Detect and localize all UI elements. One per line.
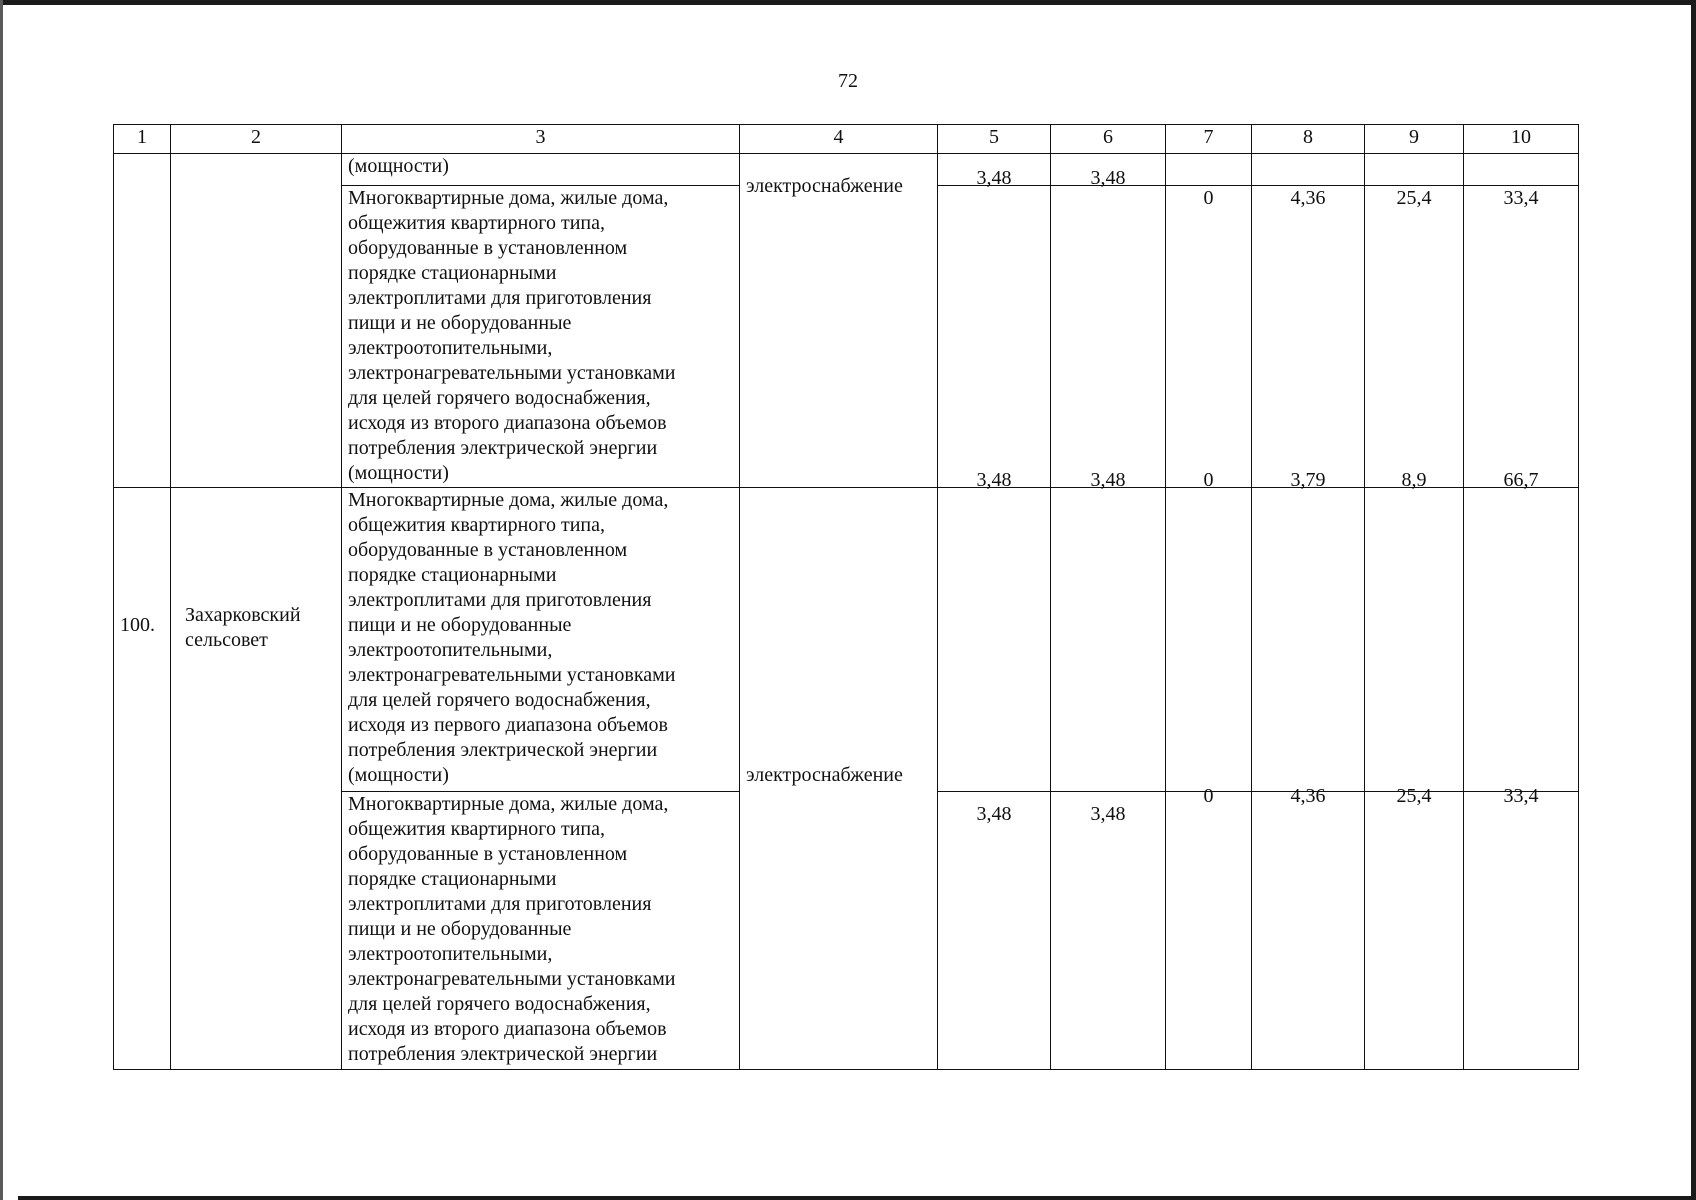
continuation-name-cell	[171, 154, 342, 488]
description-line: электроплитами для приготовления	[348, 589, 652, 611]
entry-service: электроснабжение	[746, 764, 903, 786]
description-line: электроплитами для приготовления	[348, 893, 652, 915]
header-row	[114, 125, 1579, 154]
description-line: электроотопительными,	[348, 337, 553, 359]
value-c10: 33,4	[1464, 186, 1579, 488]
description-line: электроотопительными,	[348, 639, 553, 661]
entry-number-cell	[114, 488, 171, 1070]
tariff-table	[113, 124, 1579, 1070]
entry-name-cell	[171, 488, 342, 1070]
value-text: 33,4	[1503, 785, 1539, 807]
description-line: Многоквартирные дома, жилые дома,	[348, 489, 669, 511]
description-line: электронагревательными установками	[348, 968, 676, 990]
value-text: 4,36	[1290, 785, 1326, 807]
description-line: (мощности)	[348, 764, 449, 786]
value-text: 3,48	[1090, 469, 1126, 491]
value-text: 3,48	[976, 167, 1012, 189]
entry-description-second	[342, 792, 740, 1070]
value-c9	[1365, 469, 1464, 792]
empty-cell	[1464, 154, 1579, 186]
description-line: порядке стационарными	[348, 868, 557, 890]
description-line: исходя из первого диапазона объемов	[348, 714, 668, 736]
scan-border-right	[1691, 0, 1696, 1200]
description-line: исходя из второго диапазона объемов	[348, 412, 667, 434]
entry-number: 100.	[120, 614, 155, 636]
continuation-service-cell	[740, 154, 938, 488]
value-c6	[1051, 167, 1166, 488]
description-line: оборудованные в установленном	[348, 843, 628, 865]
value-text: 3,48	[976, 803, 1012, 825]
header-cell: 1	[114, 125, 171, 154]
description-line: исходя из второго диапазона объемов	[348, 1018, 667, 1040]
entry-name: Захарковский сельсовет	[185, 604, 301, 651]
description-line: пищи и не оборудованные	[348, 312, 572, 334]
description-line: оборудованные в установленном	[348, 237, 628, 259]
value-c5	[938, 469, 1051, 792]
description-line: электронагревательными установками	[348, 362, 676, 384]
value-c6	[1051, 792, 1166, 1070]
description-line: оборудованные в установленном	[348, 539, 628, 561]
continuation-description	[342, 186, 740, 488]
description-line: Многоквартирные дома, жилые дома,	[348, 793, 669, 815]
description-line: потребления электрической энергии	[348, 437, 658, 459]
description-line: для целей горячего водоснабжения,	[348, 993, 651, 1015]
entry-service-cell	[740, 488, 938, 1070]
description-line: для целей горячего водоснабжения,	[348, 689, 651, 711]
description-line: (мощности)	[348, 462, 449, 484]
empty-cell	[1252, 154, 1365, 186]
header-cell: 9	[1365, 125, 1464, 154]
value-c5	[938, 167, 1051, 488]
value-c6	[1051, 469, 1166, 792]
header-cell: 10	[1464, 125, 1579, 154]
description-line: порядке стационарными	[348, 262, 557, 284]
scan-border-bottom	[18, 1196, 1696, 1200]
header-cell: 5	[938, 125, 1051, 154]
scan-border-top	[0, 0, 1696, 5]
continuation-service: электроснабжение	[746, 175, 903, 197]
description-line: для целей горячего водоснабжения,	[348, 387, 651, 409]
value-c10	[1464, 469, 1579, 792]
value-c5	[938, 792, 1051, 1070]
description-line: электроотопительными,	[348, 943, 553, 965]
header-cell: 8	[1252, 125, 1365, 154]
description-line: пищи и не оборудованные	[348, 614, 572, 636]
value-text: 3,48	[1090, 167, 1126, 189]
value-text: 3,79	[1290, 469, 1326, 491]
continuation-number-cell	[114, 154, 171, 488]
value-c7	[1166, 469, 1252, 792]
value-c7: 0	[1166, 186, 1252, 488]
empty-cell	[1166, 154, 1252, 186]
value-c9	[1365, 785, 1464, 1070]
entry-row-first-range	[114, 488, 1579, 792]
description-line: пищи и не оборудованные	[348, 918, 572, 940]
empty-cell	[1365, 154, 1464, 186]
header-cell: 7	[1166, 125, 1252, 154]
description-line: общежития квартирного типа,	[348, 514, 606, 536]
value-text: 0	[1203, 469, 1214, 491]
value-text: 0	[1203, 785, 1214, 807]
page-number: 72	[838, 70, 858, 92]
description-line: Многоквартирные дома, жилые дома,	[348, 187, 669, 209]
description-line: общежития квартирного типа,	[348, 212, 606, 234]
description-line: порядке стационарными	[348, 564, 557, 586]
scan-border-left	[0, 0, 3, 1200]
value-text: 66,7	[1503, 469, 1539, 491]
header-cell: 2	[171, 125, 342, 154]
description-line: потребления электрической энергии	[348, 1043, 658, 1065]
value-c8: 4,36	[1252, 186, 1365, 488]
entry-description-first	[342, 488, 740, 792]
value-text: 3,48	[1090, 803, 1126, 825]
description-line: потребления электрической энергии	[348, 739, 658, 761]
header-cell: 4	[740, 125, 938, 154]
value-c8	[1252, 785, 1365, 1070]
continuation-text-tail: (мощности)	[342, 154, 740, 186]
value-c9: 25,4	[1365, 186, 1464, 488]
description-line: электроплитами для приготовления	[348, 287, 652, 309]
value-text: 3,48	[976, 469, 1012, 491]
description-line: электронагревательными установками	[348, 664, 676, 686]
value-c8	[1252, 469, 1365, 792]
value-text: 25,4	[1396, 785, 1432, 807]
value-c7	[1166, 785, 1252, 1070]
continuation-tail-row	[114, 154, 1579, 186]
header-cell: 6	[1051, 125, 1166, 154]
value-text: 8,9	[1401, 469, 1427, 491]
value-c10	[1464, 785, 1579, 1070]
header-cell: 3	[342, 125, 740, 154]
description-line: общежития квартирного типа,	[348, 818, 606, 840]
